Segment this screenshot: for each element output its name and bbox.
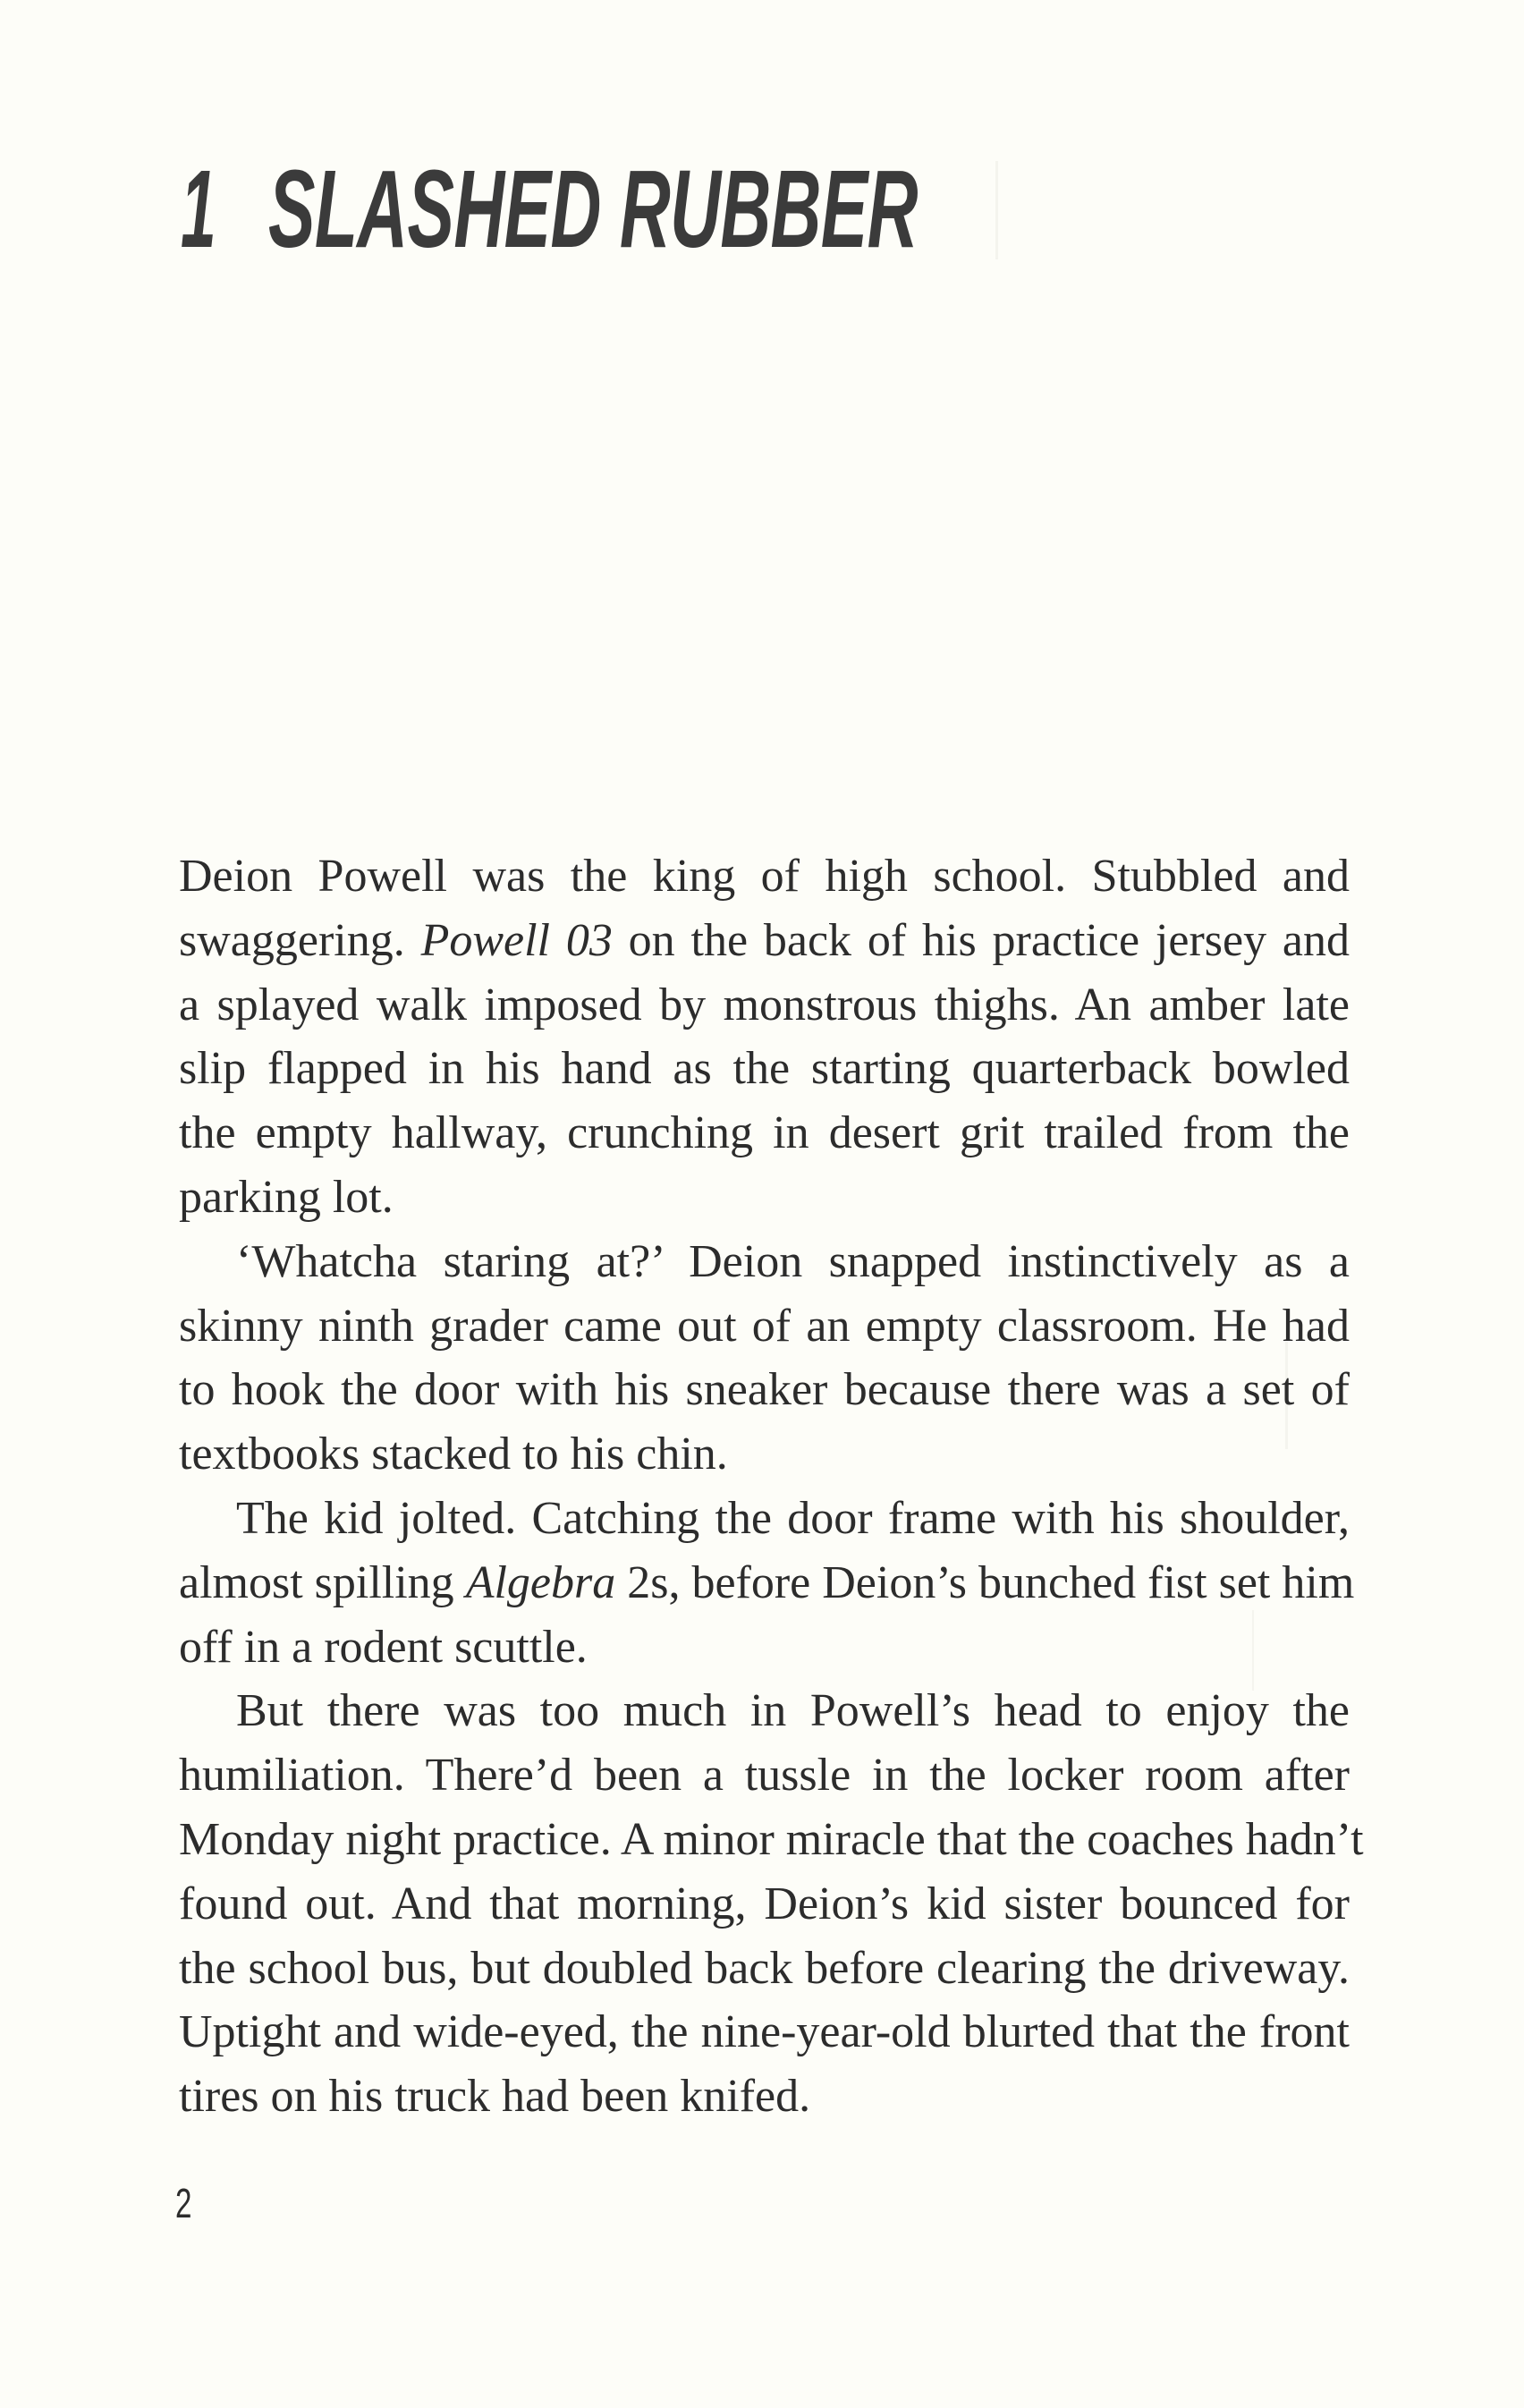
text-line: Monday night practice. A minor miracle that the coaches hadn’t	[179, 1813, 1364, 1865]
text-line: slip flapped in his hand as the starting quarterback bowled	[179, 1043, 1350, 1095]
text-line: found out. And that morning, Deion’s kid sister bounced for	[179, 1878, 1350, 1929]
italic-jersey-name: Powell 03	[420, 914, 613, 966]
text-line	[179, 1551, 1355, 1615]
italic-book-title: Algebra	[465, 1556, 616, 1608]
text-line: ‘Whatcha staring at?’ Deion snapped instinctively as a	[236, 1235, 1350, 1287]
text-segment: on the back of his practice jersey and	[612, 914, 1350, 966]
text-line: Uptight and wide-eyed, the nine-year-old blurted that the front	[179, 2006, 1350, 2058]
text-segment: almost spilling	[179, 1556, 466, 1608]
chapter-title: SLASHED RUBBER	[268, 148, 918, 271]
paragraph	[179, 1230, 1350, 1487]
page-number: 2	[175, 2180, 192, 2226]
text-line: The kid jolted. Catching the door frame with his shoulder,	[236, 1492, 1350, 1544]
text-line: a splayed walk imposed by monstrous thighs. An amber late	[179, 979, 1350, 1030]
paragraph	[179, 844, 1350, 1230]
text-segment: 2s, before Deion’s bunched fist set him	[615, 1556, 1355, 1608]
text-segment: swaggering.	[179, 914, 421, 966]
text-line: tires on his truck had been knifed.	[179, 2071, 811, 2123]
text-line: the empty hallway, crunching in desert grit trailed from the	[179, 1107, 1350, 1159]
text-line: parking lot.	[179, 1171, 394, 1223]
text-line: humiliation. There’d been a tussle in the locker room after	[179, 1750, 1350, 1802]
text-line: off in a rodent scuttle.	[179, 1621, 588, 1673]
paragraph	[179, 1679, 1364, 2129]
text-line: to hook the door with his sneaker because there was a set of	[179, 1364, 1350, 1416]
text-line: skinny ninth grader came out of an empty classroom. He had	[179, 1300, 1350, 1352]
chapter-number: 1	[181, 148, 216, 271]
paragraph	[179, 1487, 1355, 1679]
text-line: But there was too much in Powell’s head to enjoy the	[236, 1685, 1350, 1737]
text-line	[179, 909, 1350, 973]
text-line: the school bus, but doubled back before clearing the driveway.	[179, 1942, 1350, 1994]
text-line: textbooks stacked to his chin.	[179, 1429, 728, 1480]
body-text	[179, 844, 1364, 2129]
chapter-heading	[0, 148, 1524, 271]
text-line: Deion Powell was the king of high school. Stubbled and	[179, 851, 1350, 902]
